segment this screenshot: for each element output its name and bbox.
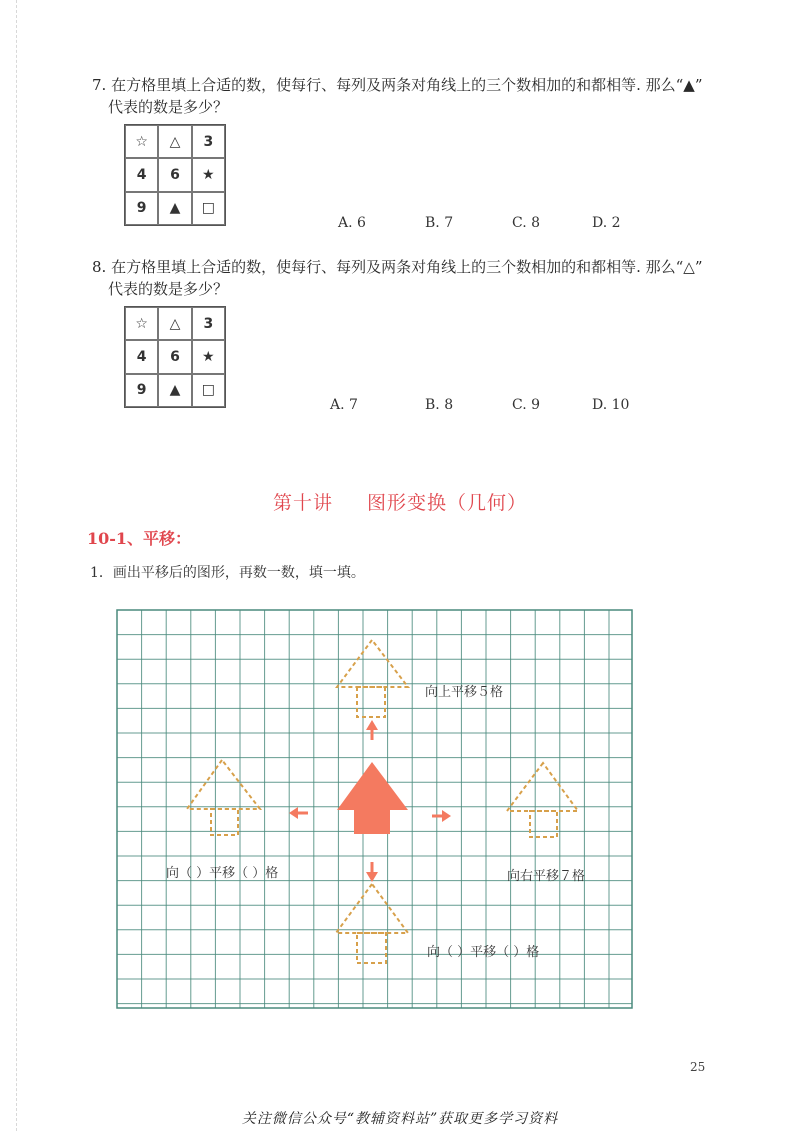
q7-cell-1: ☆ xyxy=(125,125,158,158)
q7-cell-4: 4 xyxy=(125,158,158,191)
page-number: 25 xyxy=(690,1060,706,1074)
label-down: 向（ ）平移（ ）格 xyxy=(427,945,540,960)
question-8-text: 在方格里填上合适的数，使每行、每列及两条对角线上的三个数相加的和都相等. 那么“△” xyxy=(111,258,703,276)
q8-cell-6: ★ xyxy=(192,340,225,373)
label-right: 向右平移７格 xyxy=(507,869,586,884)
q8-cell-9: □ xyxy=(192,374,225,407)
question-7-number: 7. xyxy=(92,76,107,94)
q7-option-b[interactable]: B. 7 xyxy=(425,215,454,231)
translated-shape-right xyxy=(507,763,578,837)
up-arrow-icon xyxy=(366,720,378,740)
question-8-number: 8. xyxy=(92,258,107,276)
footer-note: 关注微信公众号“教辅资料站”获取更多学习资料 xyxy=(241,1111,559,1127)
q7-cell-6: ★ xyxy=(192,158,225,191)
question-8-line1 xyxy=(92,256,732,278)
q7-cell-8: ▲ xyxy=(158,192,191,225)
left-arrow-icon xyxy=(289,807,308,819)
translated-shape-up xyxy=(337,640,408,717)
translated-shape-down xyxy=(336,884,408,963)
q7-cell-2: △ xyxy=(158,125,191,158)
q8-option-c[interactable]: C. 9 xyxy=(512,397,541,413)
question-8 xyxy=(92,256,732,300)
q7-option-c[interactable]: C. 8 xyxy=(512,215,541,231)
q7-cell-5: 6 xyxy=(158,158,191,191)
q7-cell-9: □ xyxy=(192,192,225,225)
q8-cell-5: 6 xyxy=(158,340,191,373)
label-up: 向上平移５格 xyxy=(425,685,504,700)
q7-option-a[interactable]: A. 6 xyxy=(338,215,366,231)
translation-grid-figure xyxy=(0,600,800,1020)
lecture-number: 第十讲 xyxy=(272,492,333,514)
label-left: 向（ ）平移（ ）格 xyxy=(166,866,279,881)
section-title xyxy=(0,488,800,515)
q8-option-b[interactable]: B. 8 xyxy=(425,397,454,413)
question-7-line2: 代表的数是多少？ xyxy=(108,98,229,116)
question-7 xyxy=(92,74,732,118)
q7-cell-7: 9 xyxy=(125,192,158,225)
translated-shape-left xyxy=(187,760,260,835)
q8-cell-3: 3 xyxy=(192,307,225,340)
q8-option-a[interactable]: A. 7 xyxy=(330,397,358,413)
q8-cell-2: △ xyxy=(158,307,191,340)
q8-cell-7: 9 xyxy=(125,374,158,407)
lecture-topic: 图形变换（几何） xyxy=(367,492,528,514)
subsection-title: 10-1、平移： xyxy=(87,529,192,548)
question-7-line1 xyxy=(92,74,732,96)
down-arrow-icon xyxy=(366,862,378,882)
question-7-text: 在方格里填上合适的数，使每行、每列及两条对角线上的三个数相加的和都相等. 那么“▲” xyxy=(111,76,703,94)
original-arrow-shape xyxy=(337,762,408,834)
q8-cell-1: ☆ xyxy=(125,307,158,340)
question-8-magic-square xyxy=(124,306,226,408)
task-instruction: 1．画出平移后的图形，再数一数，填一填。 xyxy=(90,565,365,581)
q8-cell-8: ▲ xyxy=(158,374,191,407)
q7-cell-3: 3 xyxy=(192,125,225,158)
q8-cell-4: 4 xyxy=(125,340,158,373)
q7-option-d[interactable]: D. 2 xyxy=(592,215,621,231)
right-arrow-icon xyxy=(432,810,451,822)
question-8-line2: 代表的数是多少？ xyxy=(108,280,229,298)
q8-option-d[interactable]: D. 10 xyxy=(592,397,630,413)
question-7-magic-square xyxy=(124,124,226,226)
